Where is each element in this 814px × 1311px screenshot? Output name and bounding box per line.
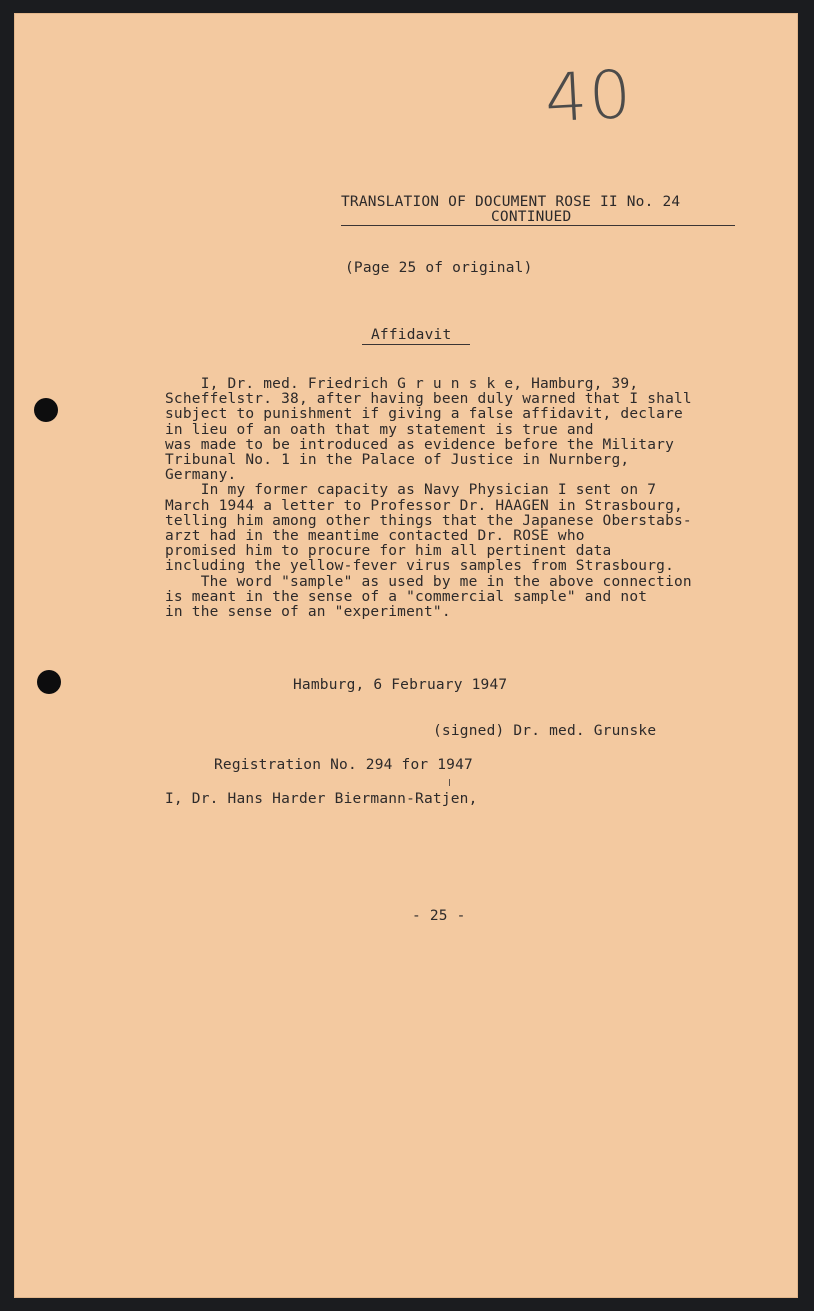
header-continued: CONTINUED — [491, 209, 572, 225]
signature-line: (signed) Dr. med. Grunske — [433, 723, 657, 739]
header-title: TRANSLATION OF DOCUMENT ROSE II No. 24 — [341, 194, 681, 210]
page-of-original: (Page 25 of original) — [345, 260, 533, 276]
page-number: - 25 - — [412, 908, 466, 924]
affidavit-title: Affidavit — [371, 327, 452, 343]
place-and-date: Hamburg, 6 February 1947 — [293, 677, 508, 693]
handwritten-folio-number: 40 — [543, 55, 635, 138]
ink-mark — [449, 779, 450, 786]
punch-hole — [34, 398, 58, 422]
header-underline — [341, 225, 735, 226]
declarant-line: I, Dr. Hans Harder Biermann-Ratjen, — [165, 791, 478, 807]
affidavit-body: I, Dr. med. Friedrich G r u n s k e, Hamburg, 39, Scheffelstr. 38, after having been duly warned that I shall subject to punishment if giving a false affidavit, declare in lieu of an oath that my statement is true and was made to be introduced as evidence before the Military Tribunal No. 1 in the Palace of Justice in Nurnberg, Germany. In my former capacity as Navy Physician I sent on 7 March 1944 a letter to Professor Dr. HAAGEN in Strasbourg, telling him among other things that the Japanese Oberstabs- arzt had in the meantime contacted Dr. ROSE who promised him to procure for him all pertinent data including the yellow-fever virus samples from Strasbourg. The word "sample" as used by me in the above connection is meant in the sense of a "commercial sample" and not in the sense of an "experiment". — [165, 376, 692, 621]
registration-number: Registration No. 294 for 1947 — [214, 757, 473, 773]
punch-hole — [37, 670, 61, 694]
title-underline — [362, 344, 470, 345]
